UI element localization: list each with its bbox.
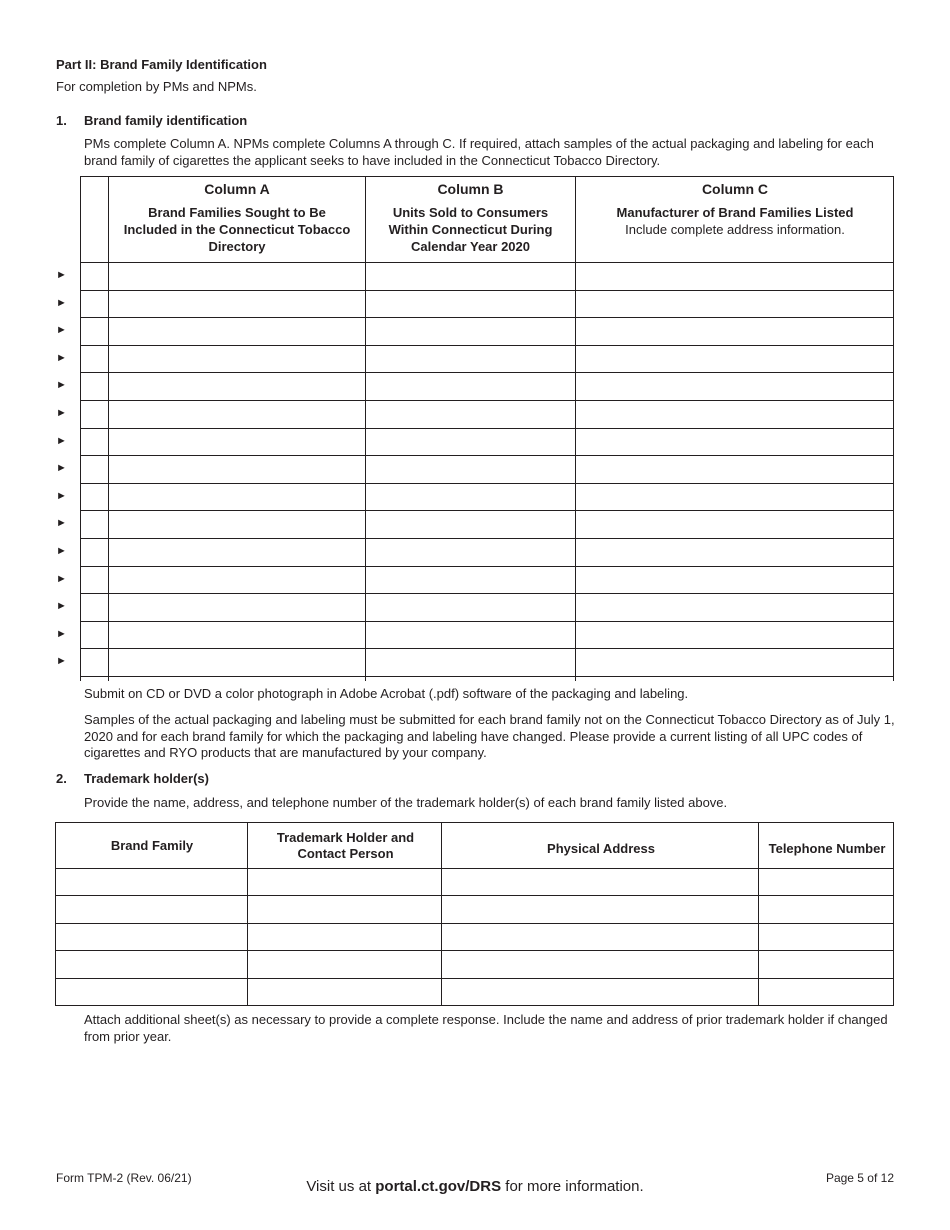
visit-suffix: for more information.	[501, 1178, 644, 1195]
brand-family-input[interactable]	[56, 923, 247, 950]
column-c-note: Include complete address information.	[625, 222, 845, 237]
brand-family-row	[80, 538, 894, 566]
telephone-number-input[interactable]	[759, 895, 893, 922]
column-a-title: Column A	[204, 181, 270, 197]
column-c-input[interactable]	[576, 566, 893, 594]
column-b-input[interactable]	[366, 621, 575, 649]
column-c-input[interactable]	[576, 262, 893, 290]
column-a-input[interactable]	[109, 372, 365, 400]
brand-family-row	[80, 648, 894, 676]
brand-family-input[interactable]	[56, 950, 247, 977]
row-check-cell[interactable]	[81, 317, 108, 345]
row-check-cell[interactable]	[81, 621, 108, 649]
row-arrow-icon: ►	[56, 462, 67, 475]
physical-address-input[interactable]	[442, 923, 758, 950]
row-check-cell[interactable]	[81, 428, 108, 456]
row-check-cell[interactable]	[81, 345, 108, 373]
column-b-input[interactable]	[366, 428, 575, 456]
brand-family-row	[80, 372, 894, 400]
column-c-input[interactable]	[576, 510, 893, 538]
row-arrow-icon: ►	[56, 434, 67, 447]
row-check-cell[interactable]	[81, 593, 108, 621]
column-b-input[interactable]	[366, 345, 575, 373]
trademark-row	[56, 923, 893, 950]
telephone-number-input[interactable]	[759, 978, 893, 1005]
visit-link[interactable]: portal.ct.gov/DRS	[375, 1178, 502, 1195]
column-b-input[interactable]	[366, 290, 575, 318]
column-a-input[interactable]	[109, 648, 365, 676]
column-c-input[interactable]	[576, 621, 893, 649]
column-c-input[interactable]	[576, 483, 893, 511]
brand-family-row	[80, 566, 894, 594]
row-check-cell[interactable]	[81, 483, 108, 511]
trademark-holder-input[interactable]	[248, 978, 441, 1005]
row-arrow-icon: ►	[56, 600, 67, 613]
section2-title: Trademark holder(s)	[84, 771, 209, 786]
column-c-input[interactable]	[576, 372, 893, 400]
column-b-input[interactable]	[366, 483, 575, 511]
column-b-input[interactable]	[366, 372, 575, 400]
physical-address-input[interactable]	[442, 978, 758, 1005]
submit-note: Submit on CD or DVD a color photograph in Adobe Acrobat (.pdf) software of the packaging and labeling.	[84, 686, 689, 701]
trademark-holder-input[interactable]	[248, 923, 441, 950]
column-a-input[interactable]	[109, 510, 365, 538]
column-c-input[interactable]	[576, 317, 893, 345]
part-title: Part II: Brand Family Identification	[56, 57, 267, 72]
brand-family-input[interactable]	[56, 978, 247, 1005]
row-check-cell[interactable]	[81, 648, 108, 676]
column-b-input[interactable]	[366, 566, 575, 594]
column-c-header	[576, 180, 894, 238]
column-b-input[interactable]	[366, 648, 575, 676]
column-b-input[interactable]	[366, 262, 575, 290]
column-b-input[interactable]	[366, 317, 575, 345]
row-arrow-icon: ►	[56, 269, 67, 281]
physical-address-input[interactable]	[442, 950, 758, 977]
column-a-input[interactable]	[109, 317, 365, 345]
brand-family-row	[80, 621, 894, 649]
column-a-input[interactable]	[109, 538, 365, 566]
row-arrow-icon: ►	[56, 489, 67, 502]
column-b-input[interactable]	[366, 400, 575, 428]
brand-family-row	[80, 593, 894, 621]
row-arrow-icon: ►	[56, 379, 67, 392]
row-arrow-icon: ►	[56, 517, 67, 530]
page-number: Page 5 of 12	[825, 1171, 894, 1185]
row-check-cell[interactable]	[81, 538, 108, 566]
column-c-title: Column C	[701, 181, 769, 197]
column-c-input[interactable]	[576, 290, 893, 318]
section1-title: Brand family identification	[84, 113, 248, 128]
row-arrow-icon: ►	[56, 324, 67, 337]
telephone-number-input[interactable]	[759, 923, 893, 950]
column-c-input[interactable]	[576, 345, 893, 373]
form-id: Form TPM-2 (Rev. 06/21)	[56, 1171, 192, 1185]
trademark-holder-input[interactable]	[248, 895, 441, 922]
column-a-desc: Brand Families Sought to Be Included in the Connecticut Tobacco Directory	[123, 205, 351, 254]
column-a-input[interactable]	[109, 621, 365, 649]
brand-family-row	[80, 290, 894, 318]
section1-number: 1.	[56, 113, 67, 128]
row-arrow-icon: ►	[56, 572, 67, 585]
trademark-row	[56, 978, 893, 1005]
column-c-input[interactable]	[576, 538, 893, 566]
header-trademark-holder: Trademark Holder and Contact Person	[276, 830, 415, 861]
trademark-table	[55, 822, 894, 1006]
column-a-input[interactable]	[109, 593, 365, 621]
trademark-holder-input[interactable]	[248, 868, 441, 895]
column-a-input[interactable]	[109, 566, 365, 594]
brand-family-input[interactable]	[56, 895, 247, 922]
column-c-desc: Manufacturer of Brand Families Listed	[616, 205, 854, 220]
row-check-cell[interactable]	[81, 290, 108, 318]
row-arrow-icon: ►	[56, 296, 67, 309]
row-arrow-icon: ►	[56, 545, 67, 557]
brand-family-row	[80, 345, 894, 373]
column-b-input[interactable]	[366, 455, 575, 483]
column-a-input[interactable]	[109, 428, 365, 456]
row-check-cell[interactable]	[81, 372, 108, 400]
row-arrow-icon: ►	[56, 351, 67, 364]
column-b-input[interactable]	[366, 510, 575, 538]
telephone-number-input[interactable]	[759, 950, 893, 977]
visit-line	[0, 1178, 950, 1195]
brand-family-row	[80, 428, 894, 456]
column-a-input[interactable]	[109, 455, 365, 483]
row-arrow-icon: ►	[56, 655, 67, 668]
column-b-title: Column B	[437, 181, 504, 197]
column-b-input[interactable]	[366, 538, 575, 566]
column-c-input[interactable]	[576, 648, 893, 676]
telephone-number-input[interactable]	[759, 868, 893, 895]
brand-family-row	[80, 400, 894, 428]
trademark-holder-input[interactable]	[248, 950, 441, 977]
samples-note: Samples of the actual packaging and labeling must be submitted for each brand family not on the Connecticut Tobacco Directory as of July 1, 2020 and for each brand family for which the packaging and labeling have changed. Please provide a current listing of all UPC codes of cigarettes and RYO products that are manufactured by your company.	[84, 712, 895, 760]
row-check-cell[interactable]	[81, 262, 108, 290]
header-brand-family: Brand Family	[110, 838, 194, 853]
column-a-input[interactable]	[109, 262, 365, 290]
part-subtitle: For completion by PMs and NPMs.	[56, 79, 257, 94]
visit-prefix: Visit us at	[306, 1178, 376, 1195]
physical-address-input[interactable]	[442, 868, 758, 895]
brand-family-table-header	[80, 176, 894, 262]
physical-address-input[interactable]	[442, 895, 758, 922]
row-check-cell[interactable]	[81, 566, 108, 594]
brand-family-input[interactable]	[56, 868, 247, 895]
attach-note: Attach additional sheet(s) as necessary to provide a complete response. Include the name and address of prior trademark holder if changed from prior year.	[84, 1012, 888, 1044]
section2-number: 2.	[56, 771, 67, 786]
column-b-desc: Units Sold to Consumers Within Connecticut During Calendar Year 2020	[388, 205, 553, 254]
column-a-input[interactable]	[109, 483, 365, 511]
row-arrow-icon: ►	[56, 627, 67, 640]
section1-instructions: PMs complete Column A. NPMs complete Columns A through C. If required, attach samples of the actual packaging and labeling for each brand family of cigarettes the applicant seeks to have included in the Connecticut Tobacco Directory.	[84, 136, 874, 168]
trademark-row	[56, 868, 893, 895]
column-c-input[interactable]	[576, 593, 893, 621]
brand-family-row	[80, 483, 894, 511]
trademark-row	[56, 950, 893, 977]
row-arrow-icon: ►	[56, 407, 67, 419]
column-c-input[interactable]	[576, 428, 893, 456]
column-a-input[interactable]	[109, 345, 365, 373]
column-a-header	[109, 180, 365, 255]
row-check-cell[interactable]	[81, 455, 108, 483]
column-c-input[interactable]	[576, 455, 893, 483]
section2-instructions: Provide the name, address, and telephone number of the trademark holder(s) of each brand family listed above.	[84, 795, 728, 810]
column-b-input[interactable]	[366, 593, 575, 621]
column-c-input[interactable]	[576, 400, 893, 428]
brand-family-row	[80, 510, 894, 538]
trademark-row	[56, 895, 893, 922]
brand-family-row	[80, 455, 894, 483]
brand-family-table	[80, 176, 894, 681]
row-check-cell[interactable]	[81, 510, 108, 538]
column-a-input[interactable]	[109, 400, 365, 428]
header-physical-address: Physical Address	[547, 841, 655, 856]
brand-family-row	[80, 262, 894, 290]
brand-family-row	[80, 317, 894, 345]
column-a-input[interactable]	[109, 290, 365, 318]
row-check-cell[interactable]	[81, 400, 108, 428]
header-telephone-number: Telephone Number	[768, 841, 886, 856]
column-b-header	[366, 180, 575, 255]
